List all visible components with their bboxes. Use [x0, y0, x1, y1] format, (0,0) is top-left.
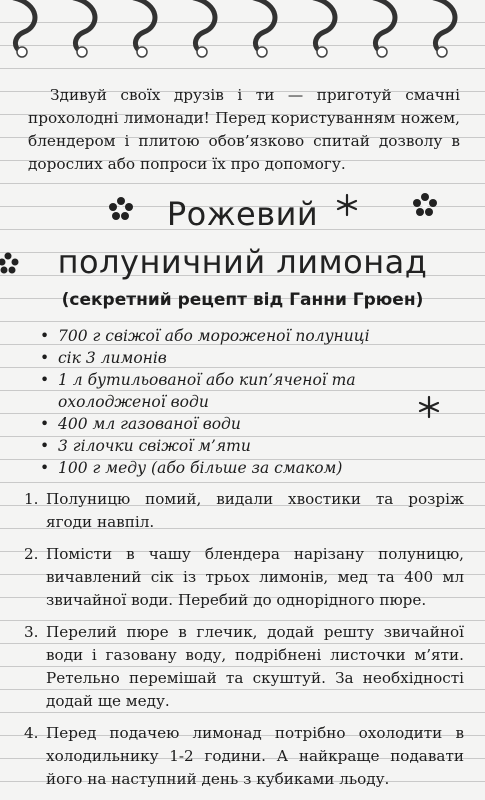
flower-doodle-icon-3: [0, 252, 20, 274]
step-text: Полуницю помий, видали хвостики та розріж ягоди навпіл.: [46, 490, 464, 531]
spiral-binding-icon: [0, 0, 485, 60]
step-item: [24, 488, 464, 534]
steps-list: [24, 488, 464, 800]
step-item: [24, 543, 464, 612]
ingredients-list: [40, 325, 440, 479]
recipe-title-line2: полуничний лимонад: [57, 243, 428, 281]
ingredient-item: • 100 г меду (або більше за смаком): [40, 457, 440, 479]
step-text: Перелий пюре в глечик, додай решту звичайної води і газовану воду, подрібнені листочки м’яти. Ретельно перемішай та скуштуй. За необхідності додай ще меду.: [46, 623, 464, 710]
ingredient-item: • сік 3 лимонів: [40, 347, 440, 369]
ingredient-item: • 3 гілочки свіжої м’яти: [40, 435, 440, 457]
intro-paragraph: Здивуй своїх друзів і ти — приготуй смачні прохолодні лимонади! Перед користуванням ножем, блендером і плитою обов’язково спитай дозволу в дорослих або попроси їх про допомогу.: [28, 86, 460, 173]
spiral-binding: [0, 0, 485, 60]
recipe-subtitle: (секретний рецепт від Ганни Грюен): [61, 290, 424, 310]
step-number: 2.: [24, 545, 39, 563]
step-number: 3.: [24, 623, 39, 641]
star-doodle-icon: [335, 193, 359, 217]
step-text: Помісти в чашу блендера нарізану полуницю, вичавлений сік із трьох лимонів, мед та 400 мл звичайної води. Перебий до однорідного пюре.: [46, 545, 464, 609]
step-item: [24, 621, 464, 713]
flower-doodle-icon: [108, 196, 134, 220]
step-number: 4.: [24, 724, 39, 742]
step-item: [24, 722, 464, 791]
step-number: 1.: [24, 490, 39, 508]
recipe-title-line1: Рожевий: [166, 195, 319, 233]
ingredient-item: • 700 г свіжої або мороженої полуниці: [40, 325, 440, 347]
ingredient-item: • 1 л бутильованої або кип’яченої та охолодженої води: [40, 369, 440, 413]
flower-doodle-icon-2: [412, 192, 438, 216]
ingredient-item: • 400 мл газованої води: [40, 413, 440, 435]
step-text: Перед подачею лимонад потрібно охолодити в холодильнику 1-2 години. А найкраще подавати його на наступний день з кубиками льоду.: [46, 724, 464, 788]
